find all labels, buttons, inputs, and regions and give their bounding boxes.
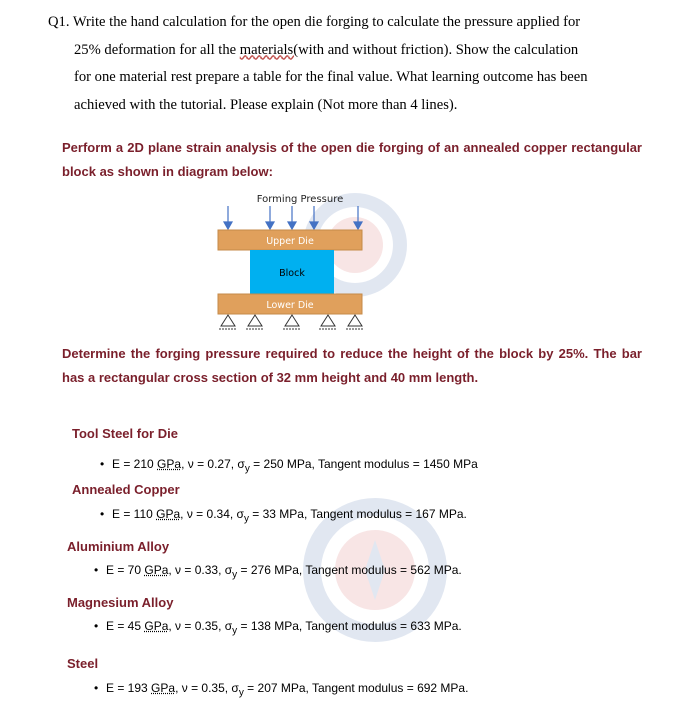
forming-pressure-label: Forming Pressure bbox=[256, 194, 344, 205]
support-1 bbox=[221, 315, 235, 326]
material-heading-steel: Steel bbox=[67, 656, 99, 671]
forging-diagram bbox=[210, 188, 380, 338]
gpa-unit: GPa bbox=[157, 457, 182, 471]
material-heading-annealed-copper: Annealed Copper bbox=[72, 482, 180, 497]
nu-value: , ν = 0.33, σ bbox=[168, 563, 233, 577]
support-2 bbox=[248, 315, 262, 326]
yield-value: = 138 MPa, Tangent modulus = 633 MPa. bbox=[237, 619, 462, 633]
question-line-2-start: 25% deformation for all the bbox=[74, 41, 240, 58]
material-heading-magnesium: Magnesium Alloy bbox=[67, 595, 174, 610]
bullet-icon: • bbox=[100, 507, 105, 521]
pressure-arrowhead-4 bbox=[310, 222, 318, 229]
intro-paragraph: Perform a 2D plane strain analysis of the open die forging of an annealed copper rectangular block as shown in diagram below: bbox=[62, 140, 642, 179]
pressure-arrowhead-1 bbox=[224, 222, 232, 229]
gpa-unit: GPa bbox=[151, 681, 176, 695]
yield-subscript: y bbox=[244, 463, 250, 475]
nu-value: , ν = 0.35, σ bbox=[175, 681, 239, 695]
support-4 bbox=[321, 315, 335, 326]
nu-value: , ν = 0.34, σ bbox=[180, 507, 244, 521]
material-props-steel bbox=[94, 681, 468, 698]
material-props-annealed-copper bbox=[100, 507, 467, 524]
support-5 bbox=[348, 315, 362, 326]
gpa-unit: GPa bbox=[144, 563, 169, 577]
question-line-3: for one material rest prepare a table for the final value. What learning outcome has been bbox=[74, 69, 588, 85]
pressure-arrowhead-5 bbox=[354, 222, 362, 229]
pressure-arrows bbox=[224, 206, 362, 229]
support-triangles bbox=[219, 315, 364, 329]
bullet-icon: • bbox=[94, 563, 99, 577]
yield-value: = 207 MPa, Tangent modulus = 692 MPa. bbox=[243, 681, 469, 695]
task-paragraph: Determine the forging pressure required to reduce the height of the block by 25%. The bar has a rectangular cross section of 32 mm height and 40 mm length. bbox=[62, 346, 642, 385]
yield-subscript: y bbox=[243, 513, 249, 525]
upper-die-label: Upper Die bbox=[266, 236, 314, 247]
material-props-magnesium bbox=[94, 619, 462, 636]
yield-value: = 250 MPa, Tangent modulus = 1450 MPa bbox=[249, 457, 478, 471]
e-value: E = 210 bbox=[112, 457, 158, 471]
nu-value: , ν = 0.27, σ bbox=[181, 457, 245, 471]
bullet-icon: • bbox=[94, 619, 99, 633]
block-label: Block bbox=[279, 268, 305, 279]
question-text bbox=[48, 9, 648, 119]
pressure-arrowhead-2 bbox=[266, 222, 274, 229]
gpa-unit: GPa bbox=[144, 619, 169, 633]
e-value: E = 45 bbox=[106, 619, 145, 633]
e-value: E = 110 bbox=[112, 507, 157, 521]
yield-subscript: y bbox=[232, 625, 238, 637]
question-line-1: Q1. Write the hand calculation for the open die forging to calculate the pressure applied for bbox=[48, 14, 581, 30]
yield-value: = 276 MPa, Tangent modulus = 562 MPa. bbox=[237, 563, 462, 577]
e-value: E = 193 bbox=[106, 681, 152, 695]
nu-value: , ν = 0.35, σ bbox=[168, 619, 233, 633]
yield-subscript: y bbox=[232, 569, 238, 581]
e-value: E = 70 bbox=[106, 563, 145, 577]
yield-subscript: y bbox=[238, 687, 244, 699]
yield-value: = 33 MPa, Tangent modulus = 167 MPa. bbox=[248, 507, 467, 521]
pressure-arrowhead-3 bbox=[288, 222, 296, 229]
support-3 bbox=[285, 315, 299, 326]
material-heading-aluminium: Aluminium Alloy bbox=[67, 539, 170, 554]
bullet-icon: • bbox=[100, 457, 105, 471]
question-line-2-end: with and without friction). Show the calculation bbox=[298, 41, 579, 58]
lower-die-label: Lower Die bbox=[266, 300, 314, 311]
question-line-4: achieved with the tutorial. Please explain (Not more than 4 lines). bbox=[74, 96, 458, 113]
materials-underlined: materials( bbox=[239, 41, 299, 58]
gpa-unit: GPa bbox=[156, 507, 181, 521]
material-props-aluminium bbox=[94, 563, 462, 580]
material-heading-tool-steel: Tool Steel for Die bbox=[72, 426, 178, 441]
material-props-tool-steel bbox=[100, 457, 478, 474]
bullet-icon: • bbox=[94, 681, 99, 695]
question-line-2 bbox=[48, 37, 648, 65]
